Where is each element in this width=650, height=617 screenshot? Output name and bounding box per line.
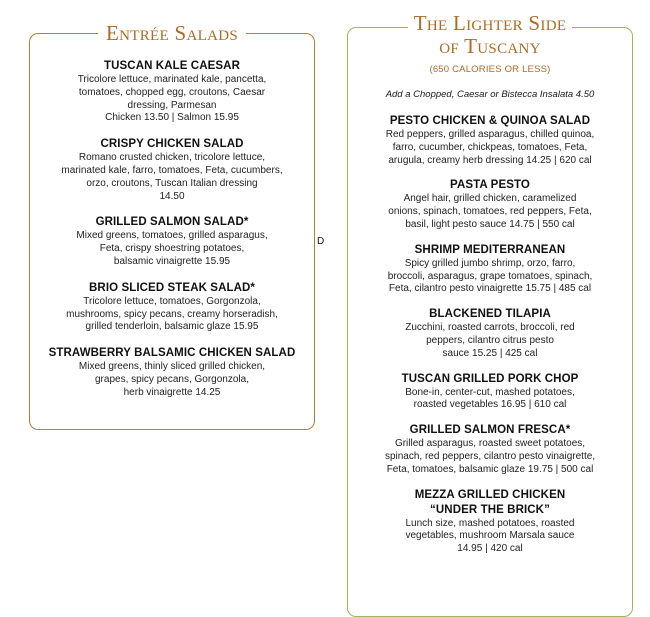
menu-item-name: BLACKENED TILAPIA: [429, 308, 551, 321]
menu-item-description-line: marinated kale, farro, tomatoes, Feta, cucumbers,: [61, 164, 283, 176]
menu-item-description-line: Spicy grilled jumbo shrimp, orzo, farro,: [404, 257, 576, 269]
menu-item-description-line: grapes, spicy pecans, Gorgonzola,: [95, 373, 249, 385]
menu-item-description-line: basil, light pesto sauce 14.75 | 550 cal: [405, 218, 575, 230]
menu-item-description-line: spinach, red peppers, cilantro pesto vinaigrette,: [384, 450, 596, 462]
menu-item-description-line: Romano crusted chicken, tricolore lettuce,: [78, 152, 266, 164]
menu-item-description-line: Feta, cilantro pesto vinaigrette 15.75 | 485 cal: [388, 283, 592, 295]
menu-item-name: GRILLED SALMON FRESCA*: [409, 424, 571, 437]
menu-item-name: CRISPY CHICKEN SALAD: [100, 138, 244, 151]
menu-item: [348, 178, 632, 231]
menu-item-description-line: 14.50: [159, 190, 185, 202]
menu-item: [30, 59, 314, 125]
menu-item: [348, 372, 632, 413]
menu-item-description-line: Mixed greens, tomatoes, grilled asparagus,: [76, 230, 268, 242]
menu-item-description-line: Tricolore lettuce, marinated kale, pancetta,: [77, 74, 267, 85]
menu-item-description-line: dressing, Parmesan: [127, 99, 217, 111]
menu-item-description-line: Tricolore lettuce, tomatoes, Gorgonzola,: [83, 295, 261, 307]
menu-item-description-line: arugula, creamy herb dressing 14.25 | 620 cal: [388, 154, 592, 166]
menu-item-name: PESTO CHICKEN & QUINOA SALAD: [389, 115, 591, 127]
menu-item: [30, 215, 314, 268]
menu-item-description-line: grilled tenderloin, balsamic glaze 15.95: [85, 321, 259, 333]
menu-item-description-line: sauce 15.25 | 425 cal: [442, 347, 538, 359]
menu-item-description-line: broccoli, asparagus, grape tomatoes, spinach,: [387, 270, 593, 282]
menu-item-name: STRAWBERRY BALSAMIC CHICKEN SALAD: [48, 347, 296, 360]
menu-item-description-line: peppers, cilantro citrus pesto: [426, 334, 554, 346]
menu-item-description-line: mushrooms, spicy pecans, creamy horseradish,: [66, 308, 278, 320]
menu-item-name: PASTA PESTO: [450, 179, 530, 192]
menu-item-description-line: roasted vegetables 16.95 | 610 cal: [413, 399, 567, 411]
menu-item-name: GRILLED SALMON SALAD*: [95, 216, 249, 229]
menu-item-name: TUSCAN KALE CAESAR: [104, 60, 240, 72]
menu-item-description-line: herb vinaigrette 14.25: [123, 386, 221, 398]
menu-item-description-line: Angel hair, grilled chicken, caramelized: [403, 193, 577, 205]
entree-salads-title: Entrée Salads: [30, 21, 314, 45]
menu-item-description-line: orzo, croutons, Tuscan Italian dressing: [86, 177, 258, 189]
menu-item: [348, 423, 632, 476]
menu-item-description-line: Lunch size, mashed potatoes, roasted: [405, 517, 575, 529]
menu-item: [348, 243, 632, 296]
menu-item-description-line: 14.95 | 420 cal: [457, 543, 523, 555]
menu-item-name: TUSCAN GRILLED PORK CHOP: [401, 372, 579, 385]
menu-item-description-line: Zucchini, roasted carrots, broccoli, red: [405, 322, 575, 334]
menu-item-description-line: Mixed greens, thinly sliced grilled chicken,: [78, 361, 266, 373]
menu-item-description-line: tomatoes, chopped egg, croutons, Caesar: [78, 86, 266, 98]
menu-item: [348, 307, 632, 360]
lighter-side-list: [348, 114, 632, 567]
menu-item: [348, 114, 632, 167]
lighter-side-title-line2: of Tuscany: [433, 35, 547, 57]
lighter-side-title-line1: The Lighter Side: [408, 12, 573, 34]
menu-item-description-line: vegetables, mushroom Marsala sauce: [405, 530, 575, 542]
calorie-note: (650 CALORIES OR LESS): [429, 64, 551, 75]
menu-item-description-line: Feta, tomatoes, balsamic glaze 19.75 | 500 cal: [386, 463, 594, 475]
menu-item: [30, 137, 314, 203]
lighter-side-panel: [347, 11, 633, 617]
menu-item-name: BRIO SLICED STEAK SALAD*: [89, 281, 255, 294]
menu-item-description-line: Grilled asparagus, roasted sweet potatoes,: [394, 438, 586, 450]
menu-item-name: MEZZA GRILLED CHICKEN “UNDER THE BRICK”: [414, 488, 566, 516]
menu-item-description-line: Red peppers, grilled asparagus, chilled quinoa,: [385, 129, 595, 140]
lighter-side-title: [348, 12, 632, 58]
menu-item-description-line: farro, cucumber, chickpeas, tomatoes, Feta,: [392, 141, 588, 153]
add-salad-note: Add a Chopped, Caesar or Bistecca Insalata 4.50: [385, 89, 595, 100]
menu-item-description-line: Bone-in, center-cut, mashed potatoes,: [405, 386, 575, 398]
entree-salads-list: [30, 59, 314, 412]
stray-letter: D: [317, 236, 325, 247]
menu-item-description-line: Chicken 13.50 | Salmon 15.95: [105, 112, 239, 124]
menu-item: [30, 346, 314, 399]
menu-item-description-line: Feta, crispy shoestring potatoes,: [99, 243, 245, 255]
menu-item-name: SHRIMP MEDITERRANEAN: [414, 243, 566, 256]
entree-salads-panel: [29, 21, 315, 430]
menu-item: [30, 281, 314, 334]
menu-item-description-line: onions, spinach, tomatoes, red peppers, Feta,: [388, 206, 592, 218]
menu-item: [348, 488, 632, 556]
menu-item-description-line: balsamic vinaigrette 15.95: [113, 255, 231, 267]
